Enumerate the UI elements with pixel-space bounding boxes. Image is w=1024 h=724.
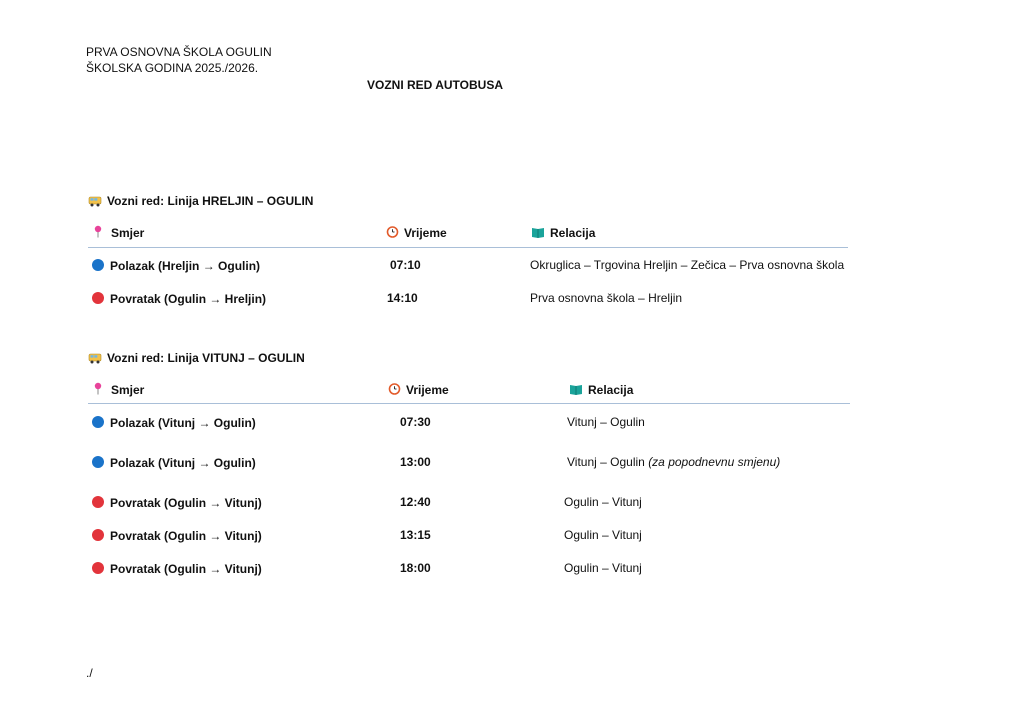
table-row-time: 18:00 <box>400 561 431 575</box>
school-name: PRVA OSNOVNA ŠKOLA OGULIN <box>86 45 272 59</box>
table-divider <box>88 403 850 404</box>
column-header-route: Relacija <box>588 383 634 397</box>
red-circle-icon <box>92 292 104 304</box>
table-row-time: 14:10 <box>387 291 418 305</box>
book-icon <box>569 384 583 395</box>
table-row-route: Ogulin – Vitunj <box>564 561 642 575</box>
blue-circle-icon <box>92 416 104 428</box>
line-title: Vozni red: Linija VITUNJ – OGULIN <box>107 351 305 365</box>
column-header-route: Relacija <box>550 226 596 240</box>
table-row-time: 13:00 <box>400 455 431 469</box>
blue-circle-icon <box>92 456 104 468</box>
page-title: VOZNI RED AUTOBUSA <box>367 78 504 92</box>
bus-icon <box>88 353 102 364</box>
route-text: Vitunj – Ogulin <box>567 455 645 469</box>
table-row-direction: Povratak (Ogulin → Vitunj) <box>110 562 262 576</box>
table-row-time: 07:30 <box>400 415 431 429</box>
table-row-direction: Povratak (Ogulin → Vitunj) <box>110 496 262 510</box>
table-row-route: Vitunj – Ogulin <box>567 415 645 429</box>
table-row-route: Ogulin – Vitunj <box>564 495 642 509</box>
table-row-route: Okruglica – Trgovina Hreljin – Zečica – Prva osnovna škola <box>530 258 845 272</box>
bus-icon <box>88 196 102 207</box>
red-circle-icon <box>92 496 104 508</box>
table-row-time: 13:15 <box>400 528 431 542</box>
table-row-route: Prva osnovna škola – Hreljin <box>530 291 683 305</box>
line-title: Vozni red: Linija HRELJIN – OGULIN <box>107 194 314 208</box>
table-row-direction: Polazak (Hreljin → Ogulin) <box>110 259 261 273</box>
table-row-route <box>567 455 780 469</box>
table-divider <box>88 247 848 248</box>
column-header-time: Vrijeme <box>404 226 447 240</box>
table-row-direction: Povratak (Ogulin → Hreljin) <box>110 292 267 306</box>
blue-circle-icon <box>92 259 104 271</box>
table-row-time: 07:10 <box>390 258 421 272</box>
table-row-time: 12:40 <box>400 495 431 509</box>
alarm-clock-icon <box>386 225 399 238</box>
route-note: (za popodnevnu smjenu) <box>648 455 781 469</box>
red-circle-icon <box>92 529 104 541</box>
column-header-direction: Smjer <box>111 383 145 397</box>
pin-icon <box>93 225 103 238</box>
table-row-direction: Polazak (Vitunj → Ogulin) <box>110 456 256 470</box>
column-header-time: Vrijeme <box>406 383 449 397</box>
column-header-direction: Smjer <box>111 226 145 240</box>
red-circle-icon <box>92 562 104 574</box>
table-row-route: Ogulin – Vitunj <box>564 528 642 542</box>
table-row-direction: Povratak (Ogulin → Vitunj) <box>110 529 262 543</box>
book-icon <box>531 227 545 238</box>
table-row-direction: Polazak (Vitunj → Ogulin) <box>110 416 256 430</box>
school-year: ŠKOLSKA GODINA 2025./2026. <box>86 61 259 75</box>
footer-mark: ./ <box>86 666 93 680</box>
alarm-clock-icon <box>388 382 401 395</box>
pin-icon <box>93 382 103 395</box>
